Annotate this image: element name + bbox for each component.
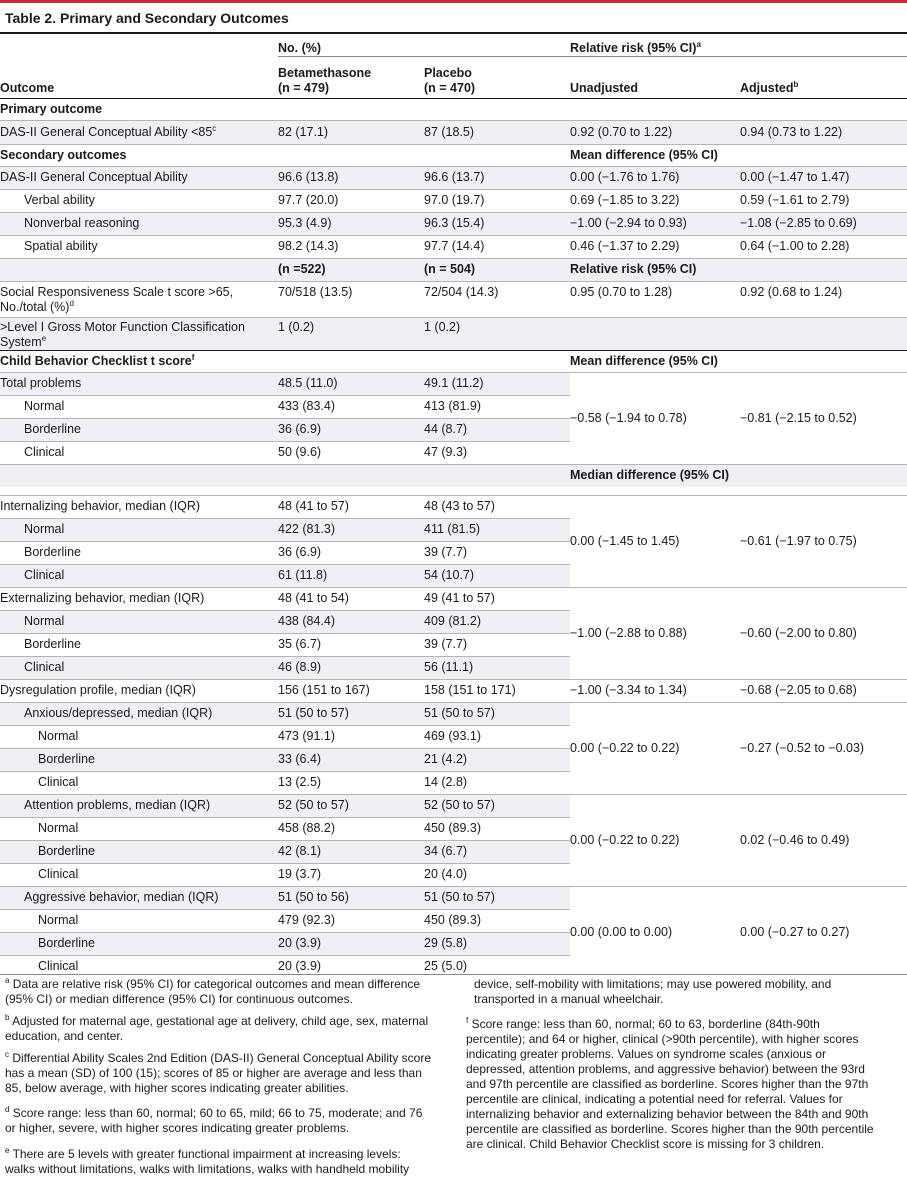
table-row: Verbal ability 97.7 (20.0) 97.0 (19.7) 0.69 (−1.85 to 3.22) 0.59 (−1.61 to 2.79) <box>0 189 907 212</box>
table-row: Borderline 36 (6.9) 39 (7.7) <box>0 541 907 564</box>
table-title: Table 2. Primary and Secondary Outcomes <box>5 10 289 26</box>
table-row: Borderline 33 (6.4) 21 (4.2) <box>0 748 907 771</box>
table-row: Aggressive behavior, median (IQR) 51 (50 to 56) 51 (50 to 57) 0.00 (0.00 to 0.00) 0.00 (−0.27 to 0.27) <box>0 886 907 909</box>
median-heading-row: Median difference (95% CI) <box>0 464 907 487</box>
top-accent-bar <box>0 0 907 3</box>
outcome-header: Outcome <box>0 80 55 95</box>
table-row: Borderline 35 (6.7) 39 (7.7) <box>0 633 907 656</box>
n-subheader-row: (n =522) (n = 504) Relative risk (95% CI) <box>0 258 907 281</box>
adjusted-header: Adjusted$^b$ <box>740 79 799 95</box>
table-row: Normal 422 (81.3) 411 (81.5) <box>0 518 907 541</box>
no-pct-header: No. (%) <box>278 41 838 57</box>
title-rule <box>0 32 907 34</box>
footnote-b: $^b$ Adjusted for maternal age, gestational age at delivery, child age, sex, maternal education, and center. <box>5 1013 429 1043</box>
footnote-d: $^d$ Score range: less than 60, normal; 60 to 65, mild; 66 to 75, moderate; and 76 or higher, severe, with higher scores indicating greater problems. <box>5 1105 423 1135</box>
table-row: Clinical 46 (8.9) 56 (11.1) <box>0 656 907 679</box>
table-row: DAS-II General Conceptual Ability 96.6 (13.8) 96.6 (13.7) 0.00 (−1.76 to 1.76) 0.00 (−1.47 to 1.47) <box>0 166 907 189</box>
table-row: Clinical 13 (2.5) 14 (2.8) <box>0 771 907 794</box>
table-row: Normal 479 (92.3) 450 (89.3) <box>0 909 907 932</box>
placebo-header: Placebo (n = 470) <box>424 65 476 95</box>
footnote-e-continued: device, self-mobility with limitations; may use powered mobility, and transported in a manual wheelchair. <box>474 977 832 1006</box>
table-row: Borderline 20 (3.9) 29 (5.8) <box>0 932 907 955</box>
table-row: Clinical 20 (3.9) 25 (5.0) <box>0 955 907 978</box>
header-row-1 <box>0 36 907 60</box>
footnote-e: $^e$ There are 5 levels with greater functional impairment at increasing levels: walks without limitations, walks with limitations, walks with handheld mobility <box>5 1146 410 1176</box>
table-row: Clinical 50 (9.6) 47 (9.3) <box>0 441 907 464</box>
cbcl-heading-row: Child Behavior Checklist t score$^f$ Mean difference (95% CI) <box>0 350 907 372</box>
table-row: Attention problems, median (IQR) 52 (50 to 57) 52 (50 to 57) 0.00 (−0.22 to 0.22) 0.02 (−0.46 to 0.49) <box>0 794 907 817</box>
table-row: Internalizing behavior, median (IQR) 48 (41 to 57) 48 (43 to 57) 0.00 (−1.45 to 1.45) −0.61 (−1.97 to 0.75) <box>0 495 907 518</box>
secondary-heading-row: Secondary outcomes Mean difference (95% CI) <box>0 144 907 166</box>
outcomes-table <box>0 36 907 978</box>
table-row: Borderline 42 (8.1) 34 (6.7) <box>0 840 907 863</box>
unadjusted-header: Unadjusted <box>570 80 639 95</box>
rr-group-header: Relative risk (95% CI)$^a$ <box>570 41 907 57</box>
table-row: Spatial ability 98.2 (14.3) 97.7 (14.4) 0.46 (−1.37 to 2.29) 0.64 (−1.00 to 2.28) <box>0 235 907 258</box>
header-row-2 <box>0 60 907 98</box>
table-row: DAS-II General Conceptual Ability $<85^c$ 82 (17.1) 87 (18.5) 0.92 (0.70 to 1.22) 0.94 (0.73 to 1.22) <box>0 120 907 144</box>
table-row: Clinical 61 (11.8) 54 (10.7) <box>0 564 907 587</box>
footnote-f: $^f$ Score range: less than 60, normal; 60 to 63, borderline (84th-90th percentile); and 64 or higher, clinical (>90th percentile), with higher scores indicating greater problems. Values on syndrome scales (anxious or depressed, attention problems, and aggressive behavior) between the 93rd and 97th percentile are classified as borderline. Scores higher than the 97th percentile are clinical, indicating a potential need for referral. Values for internalizing behavior and externalizing behavior between the 84th and 90th percentile are classified as borderline. Scores higher than the 90th percentile are clinical. Child Behavior Checklist score is missing for 3 children. <box>466 1016 874 1151</box>
table-row: Anxious/depressed, median (IQR) 51 (50 to 57) 51 (50 to 57) 0.00 (−0.22 to 0.22) −0.27 (−0.52 to −0.03) <box>0 702 907 725</box>
table-row: Social Responsiveness Scale t score >65, No./total (%)$^d$ 70/518 (13.5) 72/504 (14.3) 0.95 (0.70 to 1.28) 0.92 (0.68 to 1.24) <box>0 281 907 317</box>
table-row: Normal 473 (91.1) 469 (93.1) <box>0 725 907 748</box>
footnote-a: $^a$ Data are relative risk (95% CI) for categorical outcomes and mean difference (95% CI) or median difference (95% CI) for continuous outcomes. <box>5 976 421 1006</box>
beta-header: Betamethasone (n = 479) <box>278 65 372 95</box>
table-row: >Level I Gross Motor Function Classification System$^e$ 1 (0.2) 1 (0.2) <box>0 317 907 350</box>
table-row: Externalizing behavior, median (IQR) 48 (41 to 54) 49 (41 to 57) −1.00 (−2.88 to 0.88) −0.60 (−2.00 to 0.80) <box>0 587 907 610</box>
spacer-row <box>0 487 907 495</box>
table-row: Normal 458 (88.2) 450 (89.3) <box>0 817 907 840</box>
primary-heading-row: Primary outcome <box>0 98 907 120</box>
footnote-rule <box>0 974 907 975</box>
table-row: Total problems 48.5 (11.0) 49.1 (11.2) −0.58 (−1.94 to 0.78) −0.81 (−2.15 to 0.52) <box>0 372 907 395</box>
table-row: Nonverbal reasoning 95.3 (4.9) 96.3 (15.4) −1.00 (−2.94 to 0.93) −1.08 (−2.85 to 0.69) <box>0 212 907 235</box>
footnote-c: $^c$ Differential Ability Scales 2nd Edition (DAS-II) General Conceptual Ability score has a mean (SD) of 100 (15); scores of 85 or higher are average and less than 85, below average, with higher scores indicating greater abilities. <box>5 1050 431 1095</box>
table-row: Normal 433 (83.4) 413 (81.9) <box>0 395 907 418</box>
table-row: Normal 438 (84.4) 409 (81.2) <box>0 610 907 633</box>
table-row: Borderline 36 (6.9) 44 (8.7) <box>0 418 907 441</box>
table-row: Dysregulation profile, median (IQR) 156 (151 to 167) 158 (151 to 171) −1.00 (−3.34 to 1.34) −0.68 (−2.05 to 0.68) <box>0 679 907 702</box>
table-row: Clinical 19 (3.7) 20 (4.0) <box>0 863 907 886</box>
